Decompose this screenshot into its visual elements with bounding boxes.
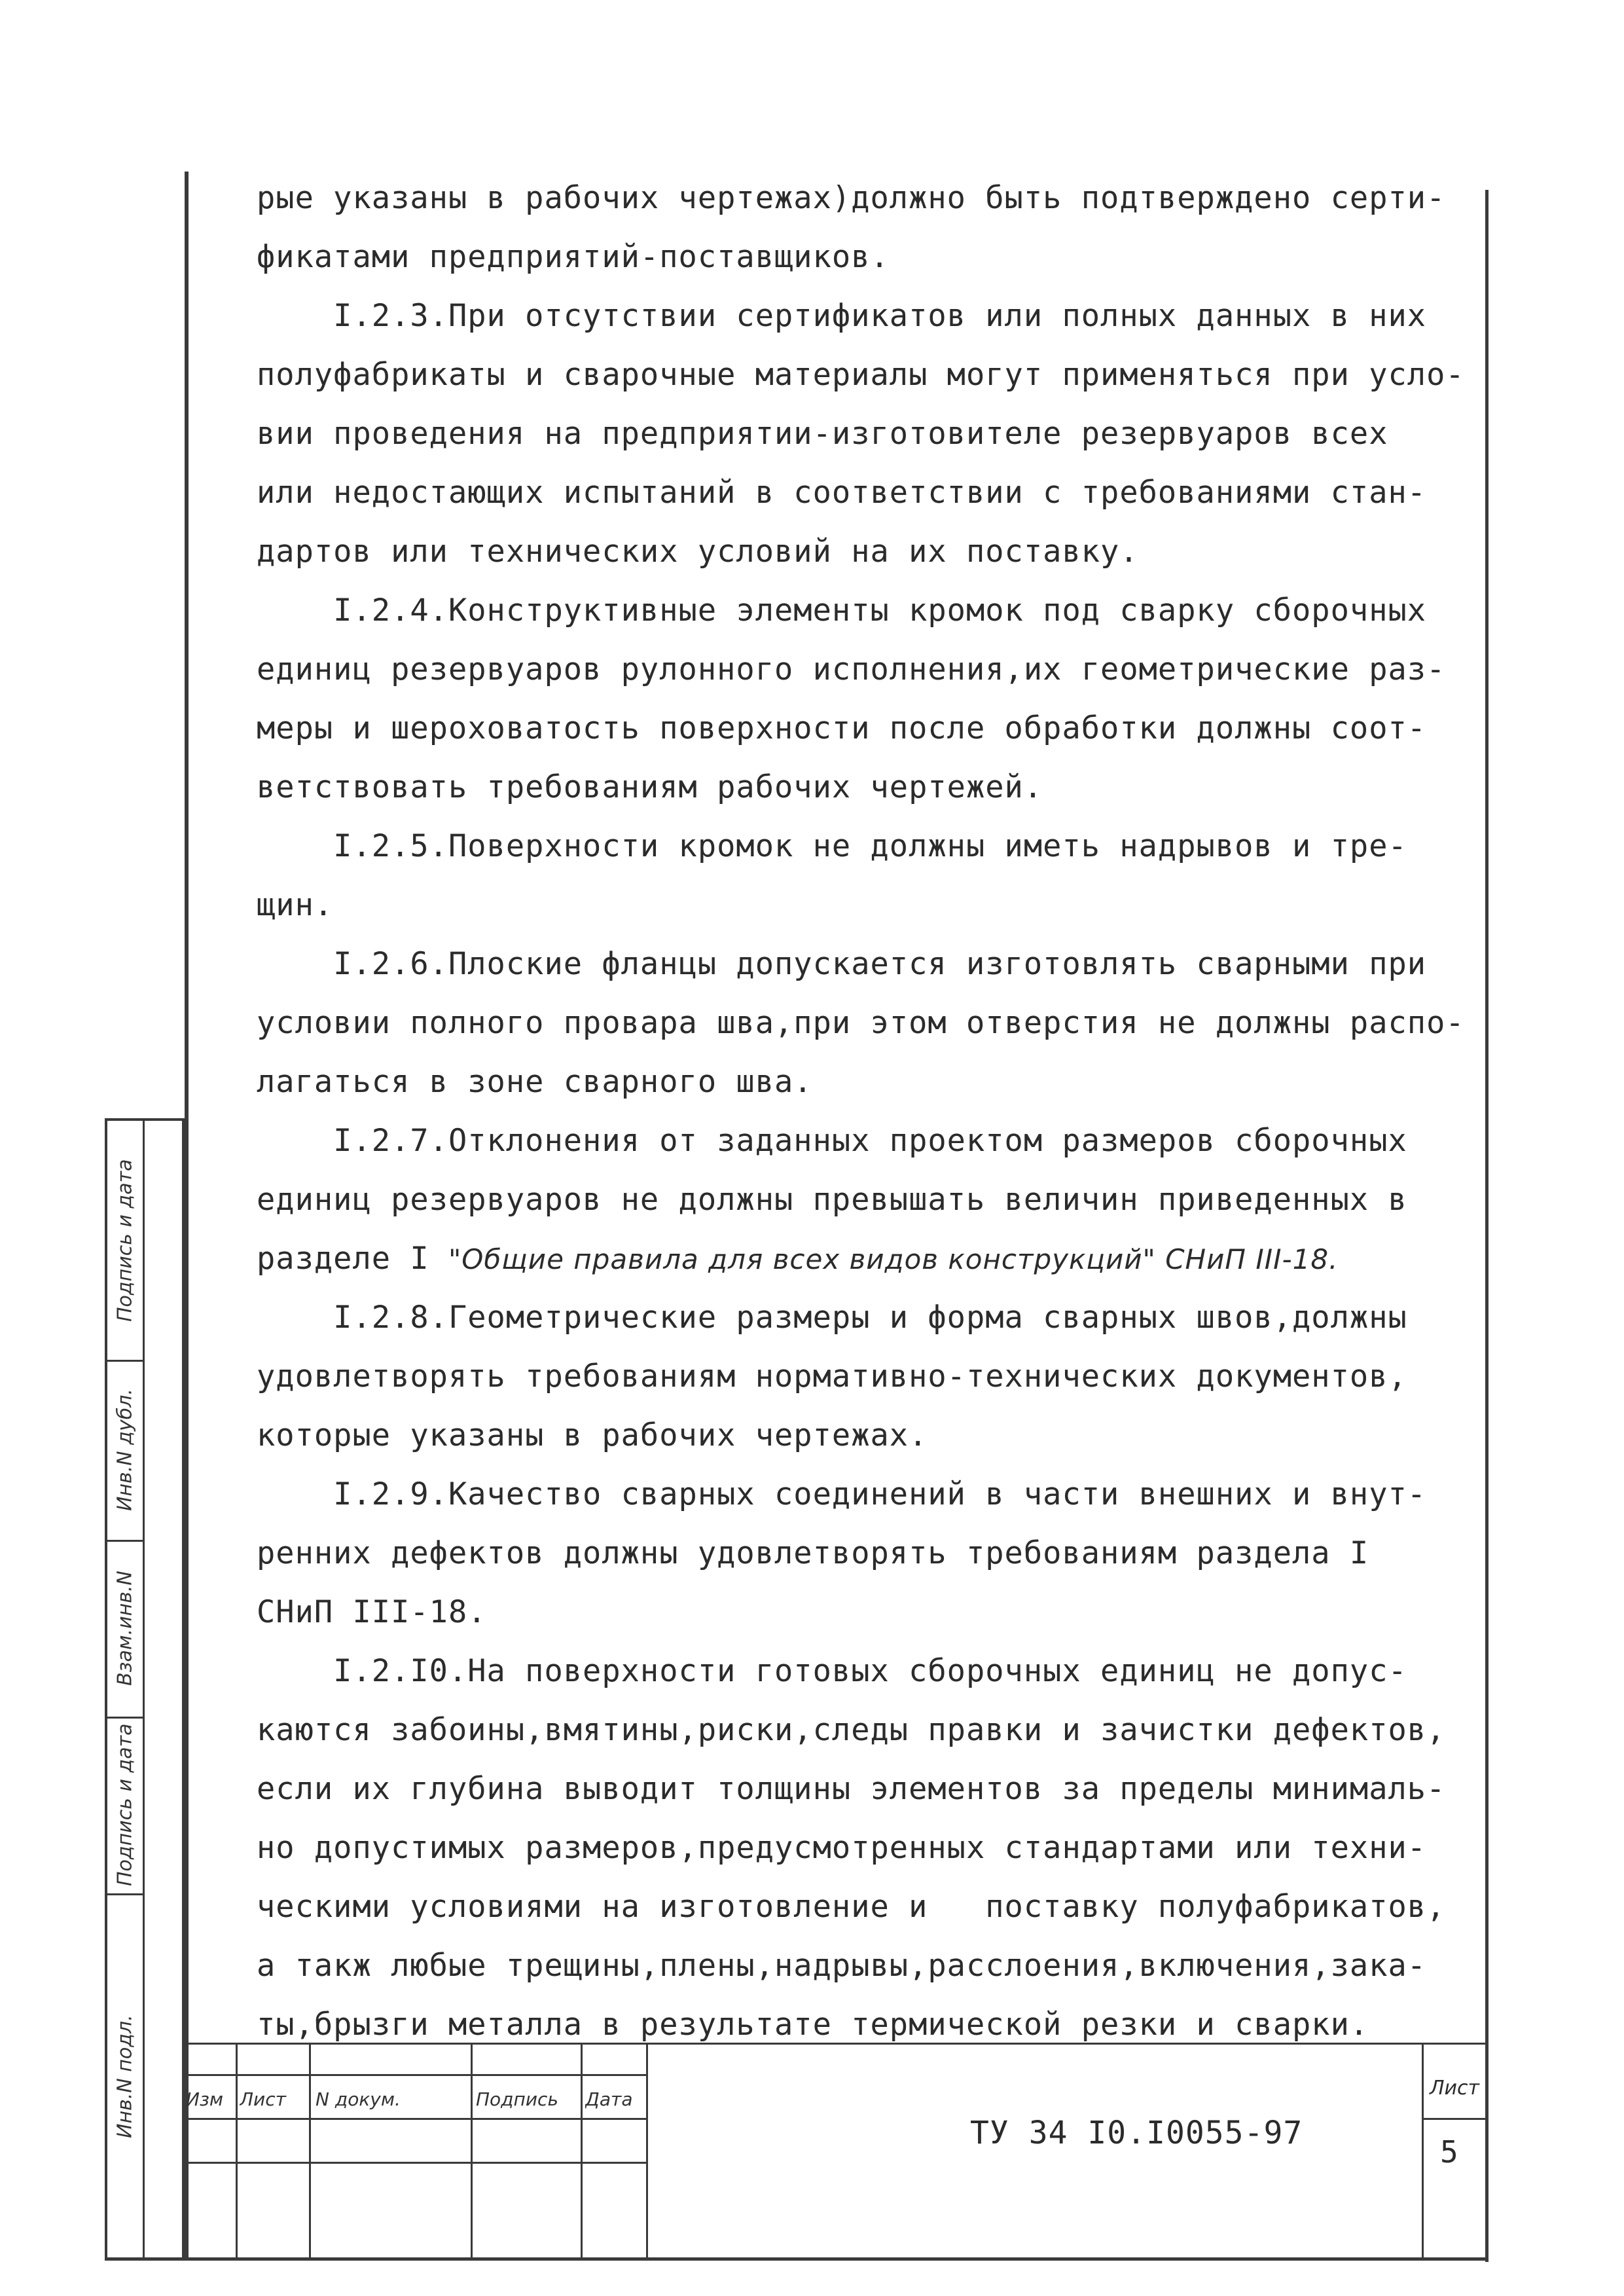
- text-line: условии полного провара шва,при этом отверстия не должны распо-: [257, 1005, 1465, 1041]
- title-block-row-line: [185, 2118, 646, 2120]
- side-stamp-label-replacement-inv: Взам.инв.N: [113, 1571, 137, 1686]
- side-stamp-divider: [143, 1121, 145, 2258]
- text-line: СНиП III-18.: [257, 1594, 487, 1630]
- title-block-row-line: [185, 2162, 646, 2164]
- side-stamp-label-duplicate-inv: Инв.N дубл.: [113, 1389, 137, 1511]
- text-line: I.2.6.Плоские фланцы допускается изготовлять сварными при: [257, 946, 1427, 982]
- title-block-col-line: [471, 2043, 473, 2261]
- text-line: если их глубина выводит толщины элементов за пределы минималь-: [257, 1771, 1446, 1807]
- text-line: удовлетворять требованиям нормативно-технических документов,: [257, 1358, 1407, 1394]
- text-line: ренних дефектов должны удовлетворять требованиям раздела I: [257, 1535, 1369, 1571]
- text-line: единиц резервуаров рулонного исполнения,их геометрические раз-: [257, 651, 1446, 687]
- text-line: ветствовать требованиям рабочих чертежей.: [257, 769, 1043, 805]
- document-code: ТУ 34 I0.I0055-97: [970, 2115, 1303, 2151]
- text-line: ты,брызги металла в результате термической резки и сварки.: [257, 2007, 1369, 2043]
- title-block-col-line: [581, 2043, 583, 2261]
- side-stamp: [105, 1118, 185, 2261]
- text-line: рые указаны в рабочих чертежах)должно быть подтверждено серти-: [257, 180, 1446, 216]
- title-block-top-line: [185, 2043, 1489, 2045]
- side-stamp-label-signature-date: Подпись и дата: [113, 1723, 137, 1887]
- text-line: I.2.8.Геометрические размеры и форма сварных швов,должны: [257, 1300, 1407, 1336]
- text-line: полуфабрикаты и сварочные материалы могут применяться при усло-: [257, 357, 1465, 393]
- side-stamp-label-signature-date-2: Подпись и дата: [113, 1159, 137, 1322]
- title-block-col-line: [236, 2043, 238, 2261]
- document-body: [257, 169, 1474, 2054]
- text-line: меры и шероховатость поверхности после обработки должны соот-: [257, 710, 1427, 746]
- text-line: каются забоины,вмятины,риски,следы правки и зачистки дефектов,: [257, 1712, 1446, 1748]
- handwritten-insert: "Общие правила для всех видов конструкций" СНиП III-18.: [448, 1243, 1339, 1275]
- title-block-label-doc-number: N докум.: [316, 2088, 401, 2110]
- frame-left-border: [185, 172, 189, 2260]
- text-line: ческими условиями на изготовление и поставку полуфабрикатов,: [257, 1889, 1446, 1925]
- sheet-cell-divider: [1423, 2118, 1489, 2120]
- title-block-col-line: [309, 2043, 311, 2261]
- text-line-start: разделе I: [257, 1241, 448, 1277]
- title-block-col-line: [1422, 2043, 1424, 2261]
- text-line: I.2.I0.На поверхности готовых сборочных единиц не допус-: [257, 1653, 1407, 1689]
- text-line: дартов или технических условий на их поставку.: [257, 534, 1139, 570]
- text-line: I.2.7.Отклонения от заданных проектом размеров сборочных: [257, 1123, 1407, 1159]
- text-line: I.2.5.Поверхности кромок не должны иметь надрывов и тре-: [257, 828, 1407, 864]
- title-block-label-change: Изм: [186, 2088, 223, 2110]
- text-line: фикатами предприятий-поставщиков.: [257, 239, 890, 275]
- text-line: которые указаны в рабочих чертежах.: [257, 1417, 928, 1453]
- text-line: I.2.4.Конструктивные элементы кромок под сварку сборочных: [257, 592, 1427, 629]
- title-block-label-date: Дата: [585, 2088, 633, 2110]
- side-stamp-label-original-inv: Инв.N подл.: [113, 2014, 137, 2139]
- title-block-label-signature: Подпись: [476, 2088, 558, 2110]
- text-line-with-insert: [257, 1230, 1474, 1288]
- text-line: единиц резервуаров не должны превышать величин приведенных в: [257, 1182, 1407, 1218]
- text-line: I.2.3.При отсутствии сертификатов или полных данных в них: [257, 298, 1427, 334]
- title-block-col-line: [646, 2043, 648, 2261]
- sheet-label: Лист: [1430, 2077, 1480, 2100]
- frame-right-border: [1485, 190, 1489, 2262]
- sheet-number: 5: [1440, 2134, 1458, 2170]
- text-line: вии проведения на предприятии-изготовителе резервуаров всех: [257, 416, 1388, 452]
- text-line: а такж любые трещины,плены,надрывы,расслоения,включения,зака-: [257, 1948, 1427, 1984]
- text-line: щин.: [257, 887, 334, 923]
- title-block: [185, 2043, 1489, 2261]
- title-block-label-sheet: Лист: [240, 2088, 286, 2110]
- text-line: или недостающих испытаний в соответствии с требованиями стан-: [257, 475, 1427, 511]
- text-line: I.2.9.Качество сварных соединений в части внешних и внут-: [257, 1476, 1427, 1512]
- text-line: но допустимых размеров,предусмотренных стандартами или техни-: [257, 1830, 1427, 1866]
- title-block-row-line: [185, 2074, 646, 2076]
- text-line: лагаться в зоне сварного шва.: [257, 1064, 813, 1100]
